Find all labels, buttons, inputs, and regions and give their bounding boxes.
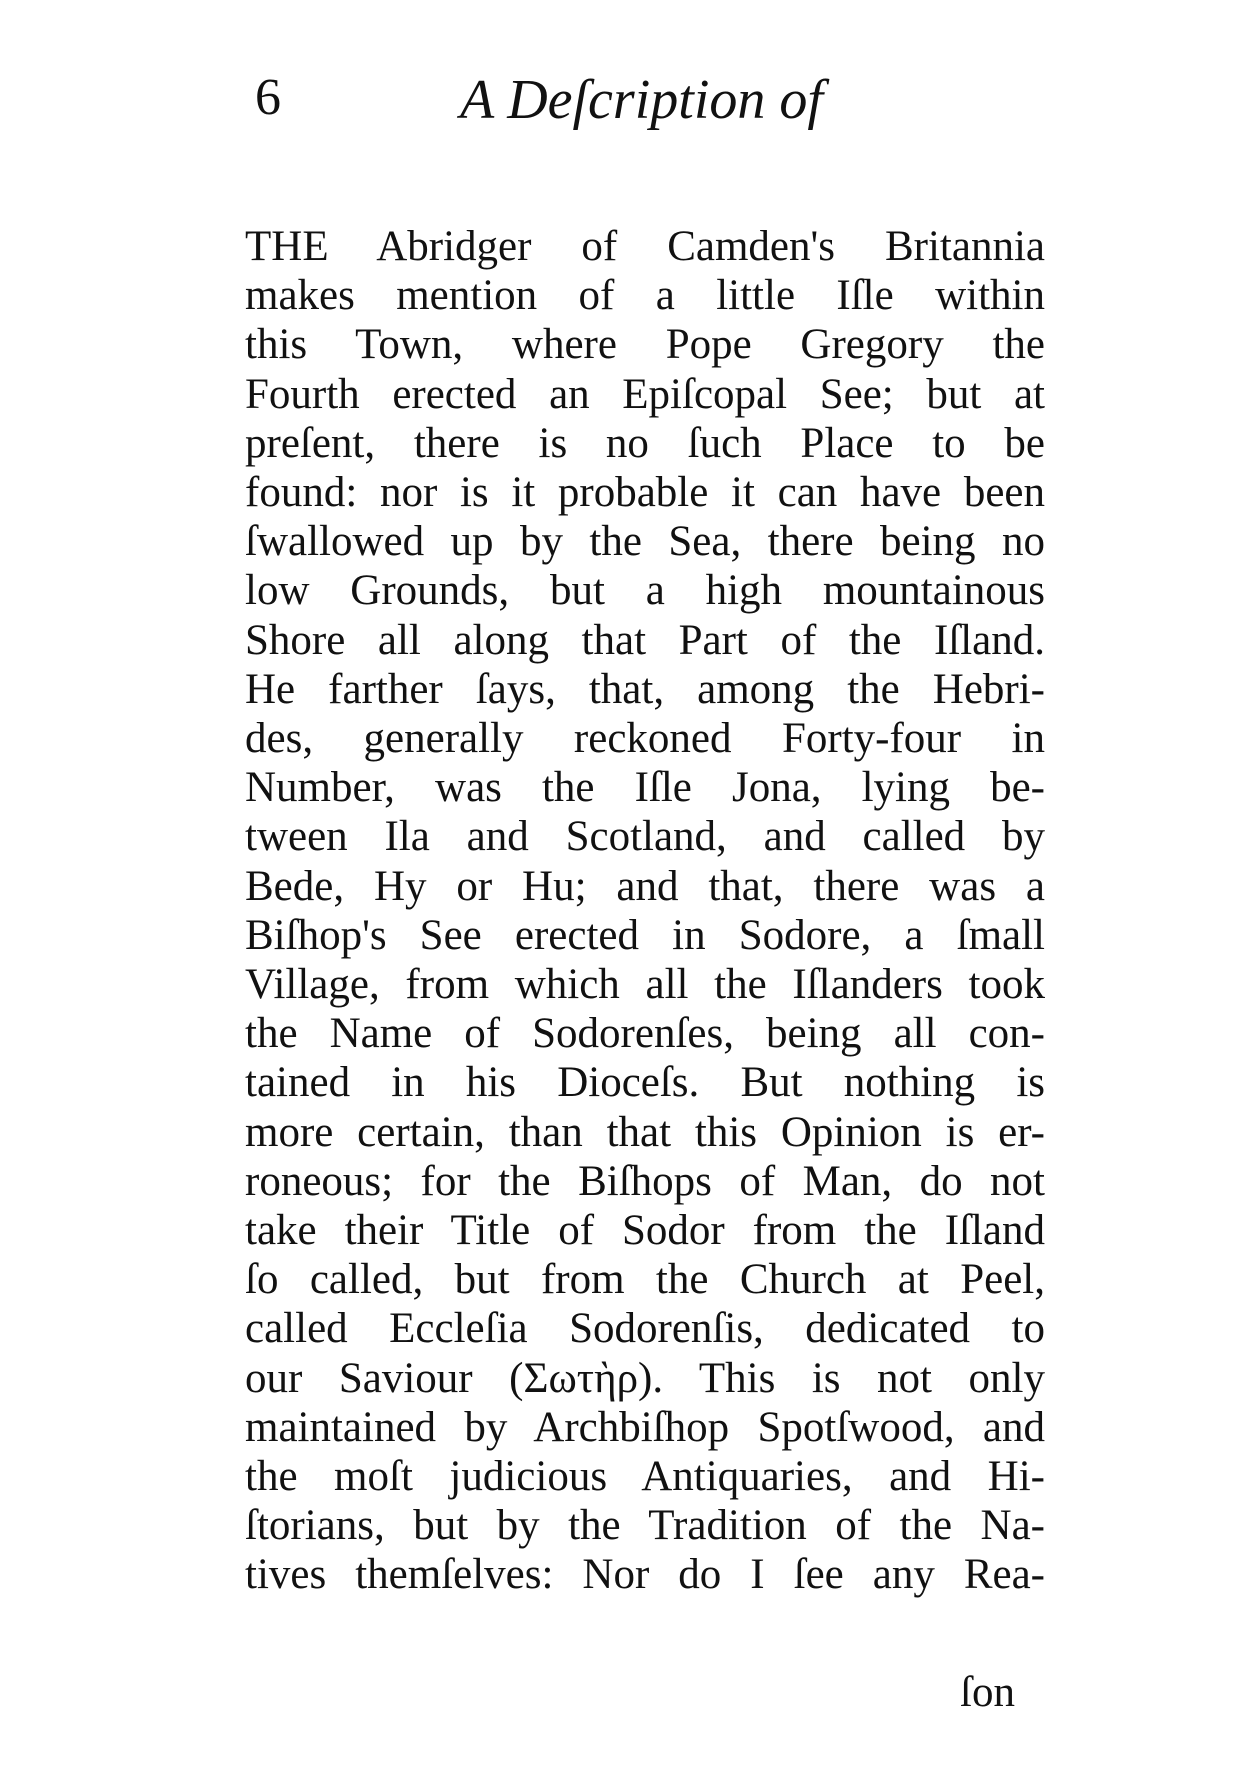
text-line: found: nor is it probable it can have been bbox=[245, 469, 1045, 517]
text-line: Number, was the Iſle Jona, lying be- bbox=[245, 764, 1045, 812]
text-line: tives themſelves: Nor do I ſee any Rea- bbox=[245, 1551, 1045, 1599]
text-line: preſent, there is no ſuch Place to be bbox=[245, 419, 1045, 467]
text-line: this Town, where Pope Gregory the bbox=[245, 321, 1045, 369]
text-line: Bede, Hy or Hu; and that, there was a bbox=[245, 862, 1045, 910]
text-line: our Saviour (Σωτὴρ). This is not only bbox=[245, 1354, 1045, 1402]
text-line: ſo called, but from the Church at Peel, bbox=[245, 1256, 1045, 1304]
text-line: take their Title of Sodor from the Iſland bbox=[245, 1207, 1045, 1255]
text-line: roneous; for the Biſhops of Man, do not bbox=[245, 1157, 1045, 1205]
text-line: called Eccleſia Sodorenſis, dedicated to bbox=[245, 1305, 1045, 1353]
body-text bbox=[245, 222, 1045, 1600]
running-title: A Deſcription of bbox=[460, 69, 823, 131]
text-line: makes mention of a little Iſle within bbox=[245, 272, 1045, 320]
text-line: ſwallowed up by the Sea, there being no bbox=[245, 518, 1045, 566]
text-line: Shore all along that Part of the Iſland. bbox=[245, 616, 1045, 664]
text-line: des, generally reckoned Forty-four in bbox=[245, 715, 1045, 763]
text-line: the Name of Sodorenſes, being all con- bbox=[245, 1010, 1045, 1058]
text-line: ſtorians, but by the Tradition of the Na- bbox=[245, 1502, 1045, 1550]
text-line: maintained by Archbiſhop Spotſwood, and bbox=[245, 1403, 1045, 1451]
text-line: Fourth erected an Epiſcopal See; but at bbox=[245, 370, 1045, 418]
text-line: more certain, than that this Opinion is er- bbox=[245, 1108, 1045, 1156]
text-line: Village, from which all the Iſlanders took bbox=[245, 961, 1045, 1009]
text-line: Biſhop's See erected in Sodore, a ſmall bbox=[245, 911, 1045, 959]
text-line: THE Abridger of Camden's Britannia bbox=[245, 223, 1045, 270]
catchword: ſon bbox=[960, 1669, 1015, 1716]
text-line: tween Ila and Scotland, and called by bbox=[245, 813, 1045, 861]
text-line: tained in his Dioceſs. But nothing is bbox=[245, 1059, 1045, 1107]
text-line: low Grounds, but a high mountainous bbox=[245, 567, 1045, 615]
text-line: the moſt judicious Antiquaries, and Hi- bbox=[245, 1453, 1045, 1501]
page-number: 6 bbox=[255, 69, 281, 126]
text-line: He farther ſays, that, among the Hebri- bbox=[245, 665, 1045, 713]
